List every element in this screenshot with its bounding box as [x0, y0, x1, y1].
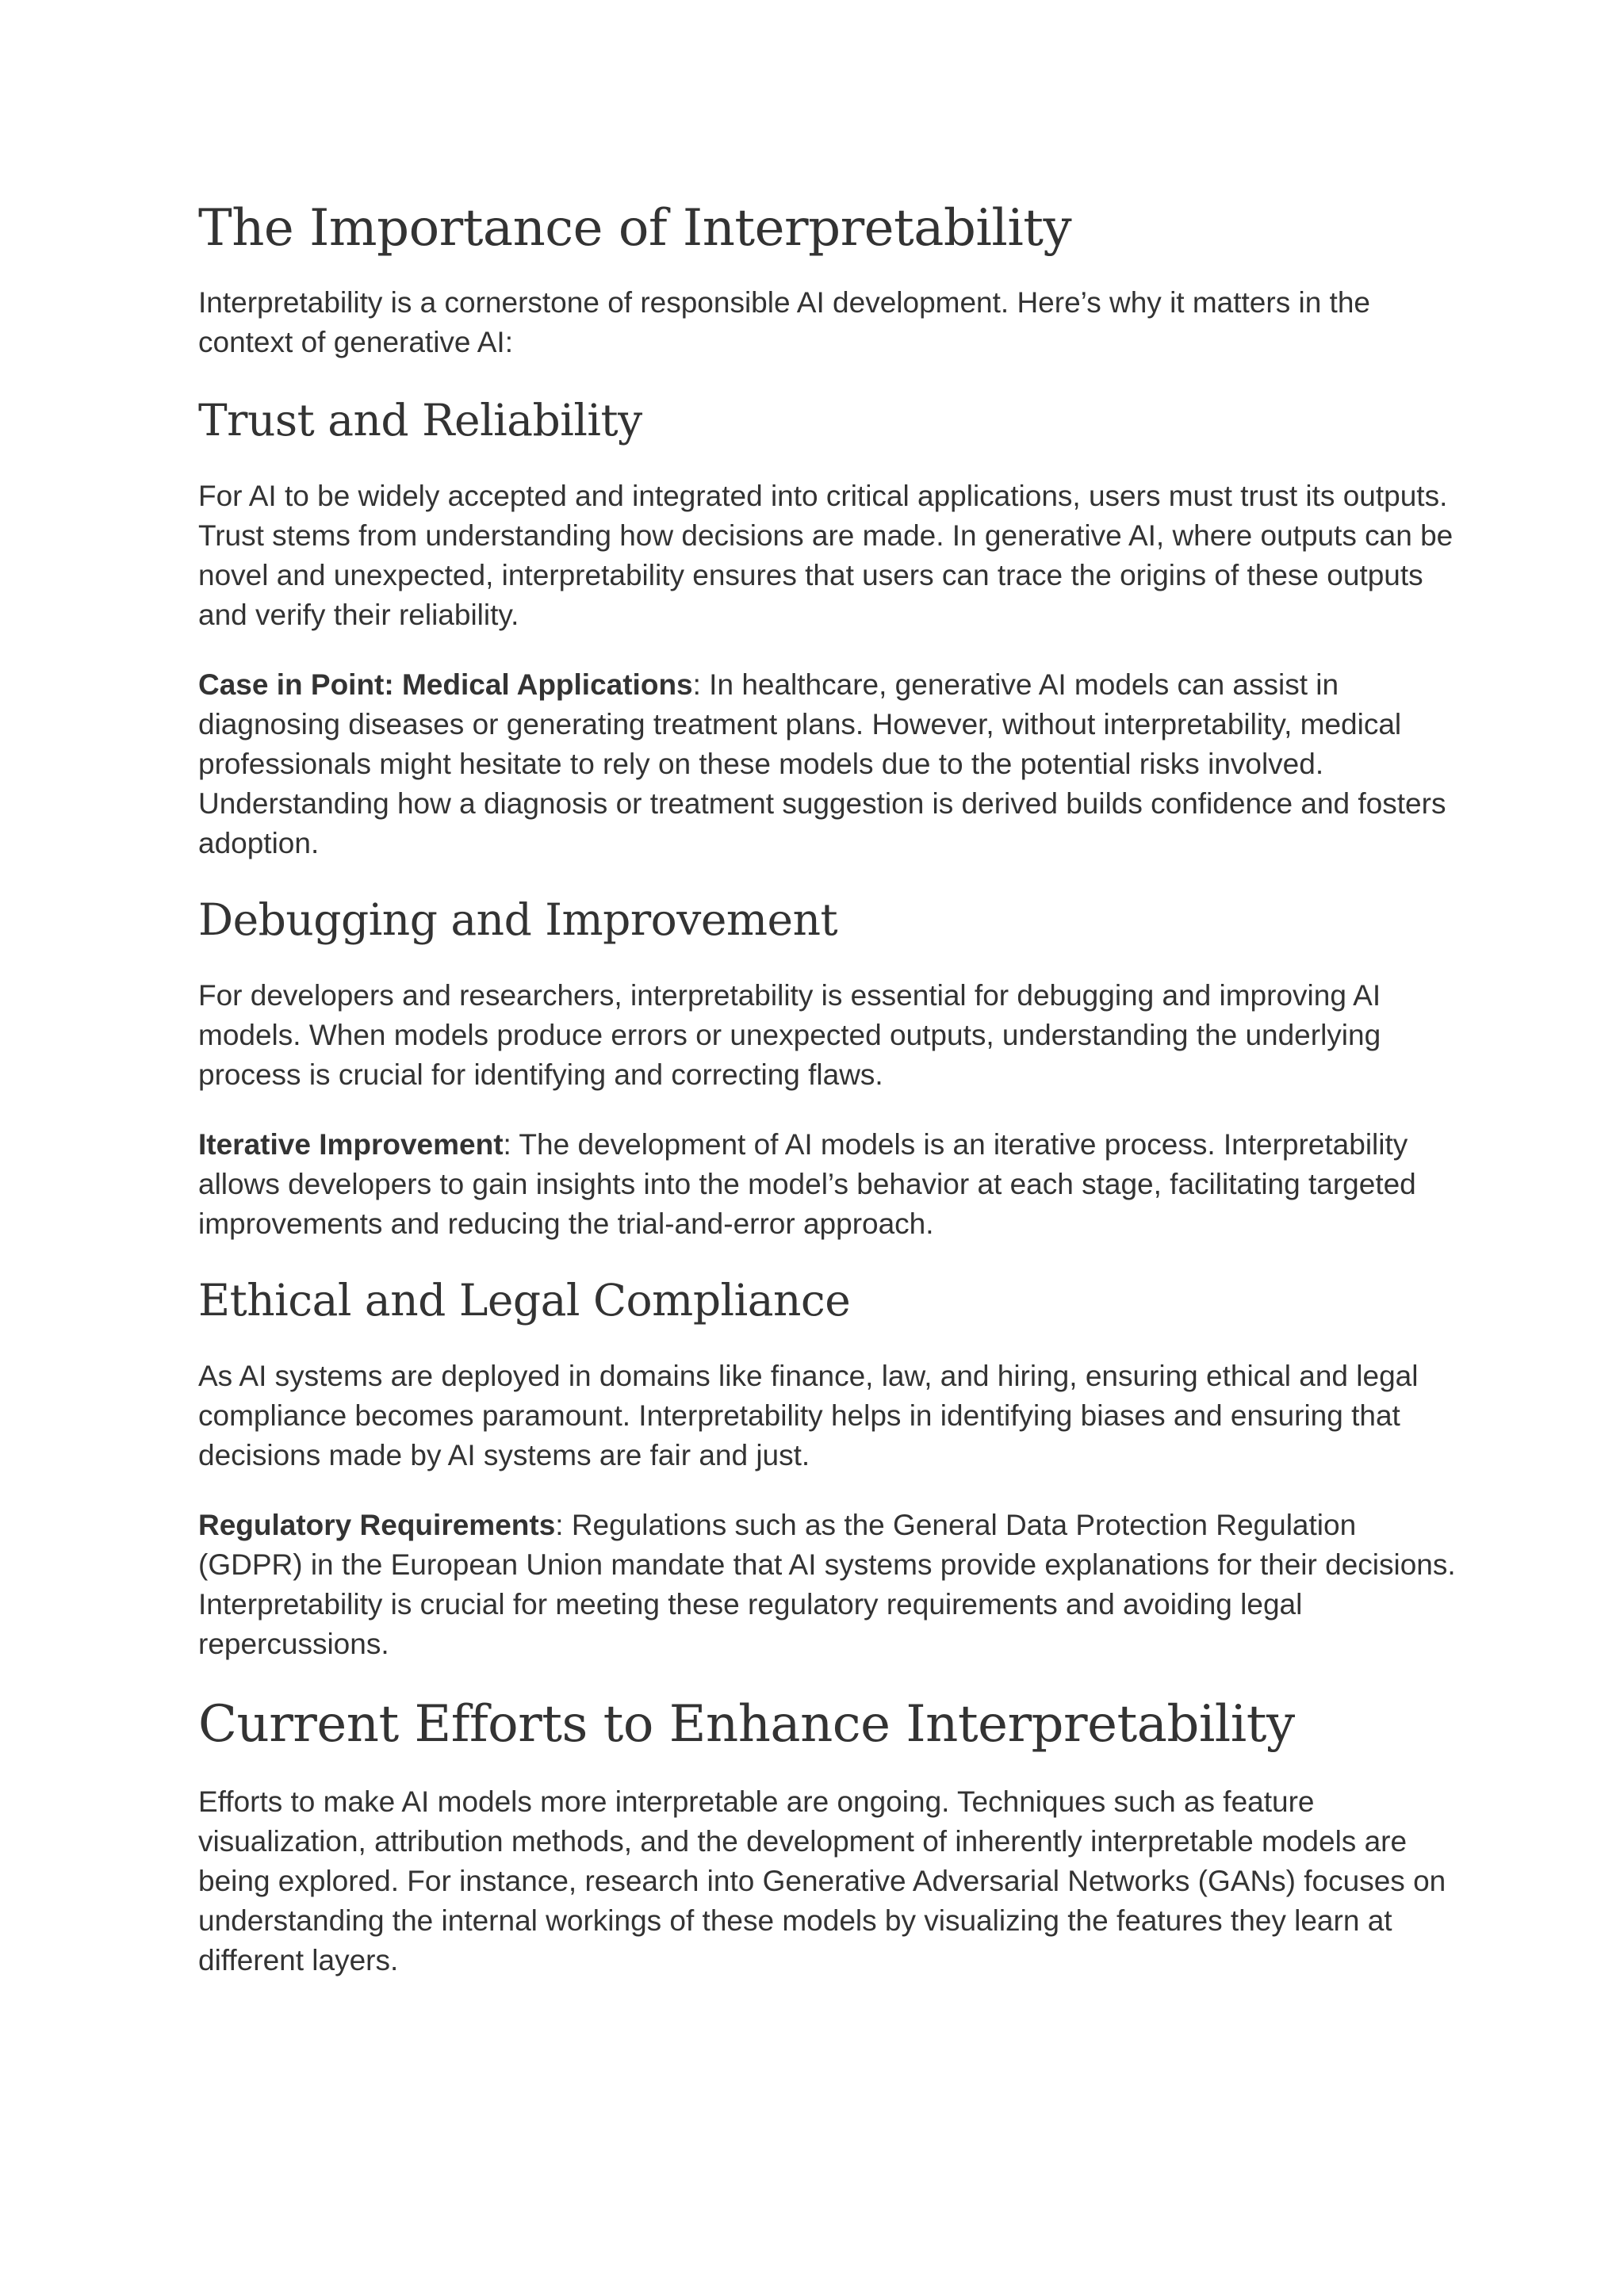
callout-regulatory-requirements [198, 1506, 1459, 1664]
callout-text: : Regulations such as the General Data Protection Regulation (GDPR) in the European Union mandate that AI systems provide explanations for their decisions. Interpretability is crucial for meeting these regulatory requirements and avoiding legal repercussions. [198, 1508, 1456, 1660]
callout-text: : In healthcare, generative AI models can assist in diagnosing diseases or generating treatment plans. However, without interpretability, medical professionals might hesitate to rely on these models due to the potential risks involved. Understanding how a diagnosis or treatment suggestion is derived builds confidence and fosters adoption. [198, 668, 1446, 859]
section-body-debugging: For developers and researchers, interpretability is essential for debugging and improving AI models. When models produce errors or unexpected outputs, understanding the underlying process is crucial for identifying and correcting flaws. [198, 978, 1381, 1091]
section-body-trust: For AI to be widely accepted and integrated into critical applications, users must trust its outputs. Trust stems from understanding how decisions are made. In generative AI, where outputs can be novel and unexpected, interpretability ensures that users can trace the origins of these outputs and verify their reliability. [198, 479, 1454, 631]
section-heading-ethics: Ethical and Legal Compliance [198, 1274, 851, 1326]
section-heading-debugging: Debugging and Improvement [198, 894, 838, 945]
section-heading-trust: Trust and Reliability [198, 394, 642, 446]
callout-iterative-improvement [198, 1125, 1459, 1244]
intro-paragraph: Interpretability is a cornerstone of responsible AI development. Here’s why it matters in the context of generative AI: [198, 285, 1370, 358]
callout-medical-applications [198, 665, 1459, 863]
callout-text: : The development of AI models is an iterative process. Interpretability allows developers to gain insights into the model’s behavior at each stage, facilitating targeted improvements and reducing the trial-and-error approach. [198, 1127, 1416, 1240]
current-efforts-paragraph: Efforts to make AI models more interpretable are ongoing. Techniques such as feature visualization, attribution methods, and the development of inherently interpretable models are being explored. For instance, research into Generative Adversarial Networks (GANs) focuses on understanding the internal workings of these models by visualizing the features they learn at different layers. [198, 1785, 1446, 1976]
callout-label: Iterative Improvement [198, 1127, 504, 1161]
page-title: The Importance of Interpretability [198, 199, 1072, 258]
section-body-ethics: As AI systems are deployed in domains like finance, law, and hiring, ensuring ethical and legal compliance becomes paramount. Interpretability helps in identifying biases and ensuring that decisions made by AI systems are fair and just. [198, 1359, 1419, 1471]
callout-label: Regulatory Requirements [198, 1508, 556, 1541]
section-title-current-efforts: Current Efforts to Enhance Interpretability [198, 1694, 1295, 1754]
callout-label: Case in Point: Medical Applications [198, 668, 693, 701]
document-page [198, 198, 1459, 1980]
